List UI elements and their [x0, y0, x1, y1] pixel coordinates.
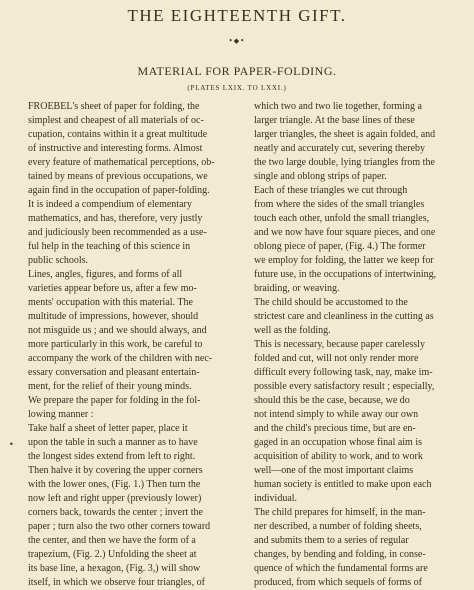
- text-line: its base line, a hexagon, (Fig. 3,) will show: [28, 563, 201, 574]
- text-line: trapezium, (Fig. 2.) Unfolding the sheet at: [28, 549, 197, 560]
- text-line: The child prepares for himself, in the man-: [254, 507, 426, 518]
- text-line: every feature of mathematical perceptions, ob-: [28, 157, 215, 168]
- text-line: human society is entitled to make upon each: [254, 479, 432, 490]
- text-line: not misguide us ; and we should always, and: [28, 325, 207, 336]
- text-line: produced, from which sequels of forms of: [254, 577, 423, 588]
- text-line: and we now have four square pieces, and one: [254, 227, 436, 238]
- text-line: future use, in the occupations of intertwining,: [254, 269, 437, 280]
- text-line: Then halve it by covering the upper corners: [28, 465, 203, 476]
- right-column: [254, 100, 450, 590]
- text-line: well—one of the most important claims: [254, 465, 414, 476]
- text-line: should this be the case, because, we do: [254, 395, 410, 406]
- text-line: possible every satisfactory result ; especially,: [254, 381, 435, 392]
- text-line: from where the sides of the small triangles: [254, 199, 425, 210]
- text-line: and submits them to a series of regular: [254, 535, 409, 546]
- text-line: ful help in the teaching of this science in: [28, 241, 191, 252]
- text-line: again find in the occupation of paper-folding.: [28, 185, 210, 196]
- text-line: strictest care and cleanliness in the cutting as: [254, 311, 434, 322]
- text-line: accompany the work of the children with nec-: [28, 353, 213, 364]
- text-line: neatly and accurately cut, severing thereby: [254, 143, 426, 154]
- ornament-divider: •◆•: [228, 37, 246, 45]
- left-column: [28, 100, 238, 590]
- text-line: This is necessary, because paper carelessly: [254, 339, 425, 350]
- text-line: which two and two lie together, forming a: [254, 101, 422, 112]
- text-line: braiding, or weaving.: [254, 283, 340, 294]
- text-line: oblong piece of paper, (Fig. 4.) The former: [254, 241, 426, 252]
- text-line: acquisition of ability to work, and to work: [254, 451, 423, 462]
- margin-mark: •: [9, 440, 14, 449]
- text-line: ments' occupation with this material. The: [28, 297, 193, 308]
- text-line: single and oblong strips of paper.: [254, 171, 387, 182]
- plates-reference: (PLATES LXIX. TO LXXI.): [187, 84, 287, 92]
- text-line: paper ; turn also the two other corners toward: [28, 521, 211, 532]
- text-line: more particularly in this work, be careful to: [28, 339, 203, 350]
- text-line: gaged in an occupation whose final aim is: [254, 437, 423, 448]
- text-line: Take half a sheet of letter paper, place it: [28, 423, 188, 434]
- text-line: and judiciously been recommended as a use-: [28, 227, 207, 238]
- text-line: not intend simply to while away our own: [254, 409, 419, 420]
- text-line: mathematics, and has, therefore, very justly: [28, 213, 203, 224]
- text-line: well as the folding.: [254, 325, 331, 336]
- text-line: and the child's precious time, but are en-: [254, 423, 416, 434]
- text-line: the center, and then we have the form of a: [28, 535, 196, 546]
- text-line: folded and cut, will not only render more: [254, 353, 419, 364]
- text-line: larger triangle. At the base lines of these: [254, 115, 415, 126]
- chapter-title: THE EIGHTEENTH GIFT.: [127, 6, 347, 25]
- text-line: the two large double, lying triangles from the: [254, 157, 435, 168]
- text-line: varieties appear before us, after a few mo-: [28, 283, 197, 294]
- text-line: with the lower ones, (Fig. 1.) Then turn the: [28, 479, 201, 490]
- text-line: difficult every following task, nay, make im-: [254, 367, 433, 378]
- text-line: ment, for the relief of their young minds.: [28, 381, 192, 392]
- text-line: individual.: [254, 493, 298, 504]
- text-line: public schools.: [28, 255, 88, 266]
- text-line: FROEBEL's sheet of paper for folding, the: [28, 101, 200, 112]
- text-line: It is indeed a compendium of elementary: [28, 199, 192, 210]
- text-line: larger triangles, the sheet is again folded, and: [254, 129, 436, 140]
- text-line: upon the table in such a manner as to have: [28, 437, 198, 448]
- text-line: lowing manner :: [28, 409, 94, 420]
- text-line: touch each other, unfold the small triangles,: [254, 213, 430, 224]
- text-line: the longest sides extend from left to right.: [28, 451, 196, 462]
- text-line: changes, by bending and folding, in conse-: [254, 549, 426, 560]
- text-line: corners back, towards the center ; invert the: [28, 507, 203, 518]
- section-title: MATERIAL FOR PAPER-FOLDING.: [137, 64, 337, 78]
- text-line: cupation, contains within it a great multitude: [28, 129, 208, 140]
- text-line: The child should be accustomed to the: [254, 297, 408, 308]
- text-line: multitude of impressions, however, should: [28, 311, 199, 322]
- text-line: simplest and cheapest of all materials of oc-: [28, 115, 204, 126]
- text-line: essary conversation and pleasant entertain-: [28, 367, 200, 378]
- text-line: ner described, a number of folding sheets,: [254, 521, 422, 532]
- text-line: Lines, angles, figures, and forms of all: [28, 269, 183, 280]
- text-line: of instructive and interesting forms. Almost: [28, 143, 203, 154]
- text-line: tained by means of previous occupations, we: [28, 171, 208, 182]
- text-line: Each of these triangles we cut through: [254, 185, 408, 196]
- text-line: itself, in which we observe four triangles, of: [28, 577, 205, 588]
- text-line: We prepare the paper for folding in the fol-: [28, 395, 201, 406]
- text-line: quence of which the fundamental forms are: [254, 563, 428, 574]
- text-line: we employ for folding, the latter we keep for: [254, 255, 434, 266]
- text-line: now left and right upper (previously lower): [28, 493, 202, 504]
